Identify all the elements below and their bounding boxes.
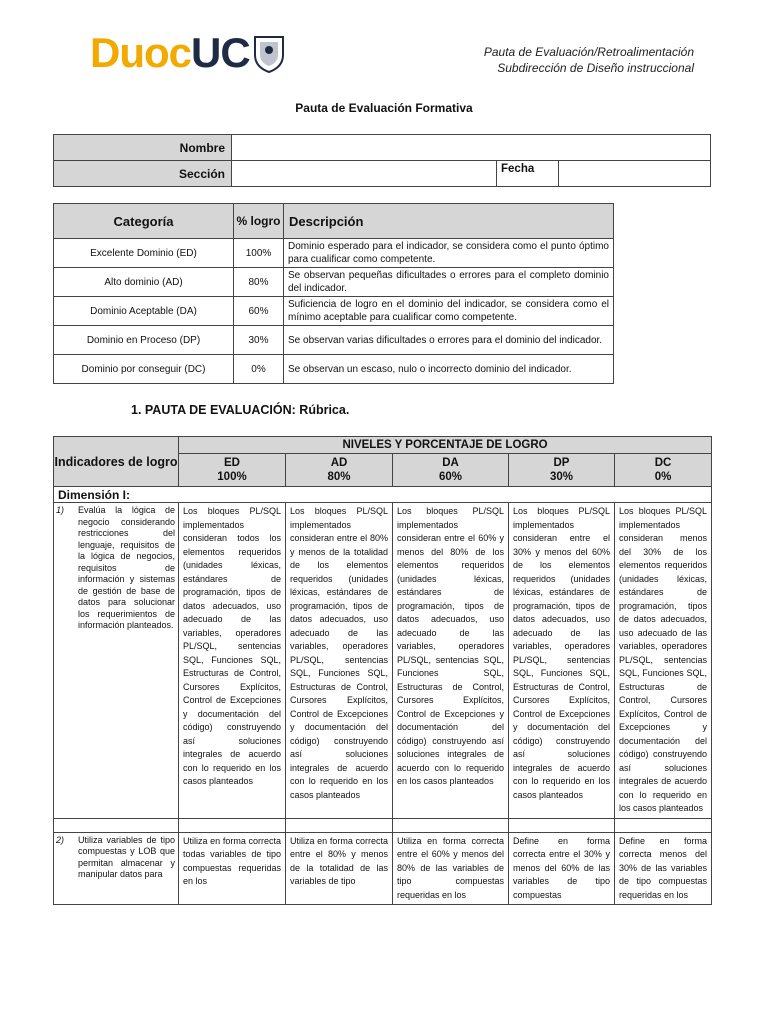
document-header [484, 44, 694, 76]
category-pct: 0% [234, 355, 284, 384]
document-title: Pauta de Evaluación Formativa [295, 101, 473, 115]
duoc-uc-logo [90, 30, 286, 76]
category-name: Excelente Dominio (ED) [54, 239, 234, 268]
level-header-dp [509, 454, 615, 487]
category-table [53, 203, 614, 384]
indicator-cell [54, 832, 179, 905]
category-row [54, 326, 614, 355]
level-code: DC [654, 457, 672, 469]
category-desc: Se observan un escaso, nulo o incorrecto dominio del indicador. [284, 355, 614, 384]
header-line-1: Pauta de Evaluación/Retroalimentación [483, 45, 694, 59]
level-code: DP [553, 457, 570, 469]
nombre-label: Nombre [54, 135, 232, 161]
seccion-field[interactable] [232, 161, 497, 187]
category-name: Dominio en Proceso (DP) [54, 326, 234, 355]
category-desc: Suficiencia de logro en el dominio del indicador, se considera como el mínimo aceptable para cualificar como competente. [284, 297, 614, 326]
section-heading: 1. PAUTA DE EVALUACIÓN: Rúbrica. [131, 403, 350, 417]
logo-uc-text: UC [191, 29, 250, 76]
level-cell-ad: Utiliza en forma correcta entre el 80% y menos de la totalidad de las variables de tipo [286, 832, 393, 905]
level-header-da [393, 454, 509, 487]
niveles-header: NIVELES Y PORCENTAJE DE LOGRO [179, 437, 712, 454]
category-pct: 100% [234, 239, 284, 268]
level-header-ed [179, 454, 286, 487]
level-cell-dc: Los bloques PL/SQL implementados consideran menos del 30% de los elementos requeridos (unidades léxicas, estándares de programación, tipos de datos adecuados, uso adecuado de las variables, operadores PL/SQL, sentencias SQL, Funciones SQL, Estructuras de Control, Cursores Explícitos, Control de Excepciones y documentación del código) construyendo así soluciones integrales de acuerdo con lo requerido en los casos planteados [615, 503, 712, 819]
level-cell-ed: Utiliza en forma correcta todas variables de tipo compuestas requeridas en los [179, 832, 286, 905]
level-pct: 30% [549, 471, 574, 483]
category-name: Dominio Aceptable (DA) [54, 297, 234, 326]
indicator-cell [54, 503, 179, 819]
level-code: DA [442, 457, 459, 469]
level-pct: 0% [654, 471, 672, 483]
category-name: Alto dominio (AD) [54, 268, 234, 297]
category-pct: 80% [234, 268, 284, 297]
level-cell-ed: Los bloques PL/SQL implementados consideran todos los elementos requeridos (unidades léxicas, estándares de programación, tipos de datos adecuados, uso adecuado de las variables, operadores PL/SQL, sentencias SQL, Funciones SQL, Estructuras de Control, Cursores Explícitos, Control de Excepciones y documentación del código) construyendo así soluciones integrales de acuerdo con lo requerido en los casos planteados [179, 503, 286, 819]
fecha-field[interactable] [559, 161, 711, 187]
level-pct: 60% [438, 471, 463, 483]
indicator-number: 2) [56, 834, 65, 845]
category-row [54, 239, 614, 268]
rubric-row [54, 503, 712, 819]
level-cell-dp: Los bloques PL/SQL implementados consideran entre el 30% y menos del 60% de los elementos requeridos (unidades léxicas, estándares de programación, tipos de datos adecuados, uso adecuado de las variables, operadores PL/SQL, sentencias SQL, Funciones SQL, Estructuras de Control, Cursores Explícitos, Control de Excepciones y documentación del código) construyendo así soluciones integrales de acuerdo con lo requerido en los casos planteados [509, 503, 615, 819]
level-cell-da: Utiliza en forma correcta entre el 60% y menos del 80% de las variables de tipo compuestas requeridas en los [393, 832, 509, 905]
level-header-ad [286, 454, 393, 487]
spacer-cell [509, 818, 615, 832]
level-pct: 80% [327, 471, 351, 483]
spacer-cell [179, 818, 286, 832]
dimension-label: Dimensión I: [54, 487, 712, 503]
header-line-2: Subdirección de Diseño instruccional [497, 61, 694, 75]
category-row [54, 297, 614, 326]
level-header-dc [615, 454, 712, 487]
categoria-header: Categoría [54, 204, 234, 239]
seccion-label: Sección [54, 161, 232, 187]
rubric-table [53, 436, 712, 905]
spacer-cell [393, 818, 509, 832]
indicator-number: 1) [56, 505, 65, 515]
spacer-cell [54, 818, 179, 832]
pct-header: % logro [234, 204, 284, 239]
level-cell-dp: Define en forma correcta entre el 30% y menos del 60% de las variables de tipo compuestas [509, 832, 615, 905]
student-info-table [53, 134, 711, 187]
category-desc: Se observan pequeñas dificultades o errores para el completo dominio del indicador. [284, 268, 614, 297]
indicator-text: Utiliza variables de tipo compuestas y LOB que permitan almacenar y manipular datos para [78, 834, 175, 879]
seal-icon [252, 33, 286, 73]
level-code: ED [224, 457, 240, 469]
descripcion-header: Descripción [284, 204, 614, 239]
indicadores-header: Indicadores de logro [54, 437, 179, 487]
category-desc: Se observan varias dificultades o errores para el dominio del indicador. [284, 326, 614, 355]
rubric-row [54, 832, 712, 905]
indicator-text: Evalúa la lógica de negocio considerando restricciones del lenguaje, requisitos de la lógica de negocios, requisitos de información y sistemas de gestión de base de datos para solucionar los requerimientos de información planteados. [78, 505, 175, 630]
category-name: Dominio por conseguir (DC) [54, 355, 234, 384]
fecha-label: Fecha [497, 161, 559, 187]
category-pct: 30% [234, 326, 284, 355]
rubric-spacer-row [54, 818, 712, 832]
category-pct: 60% [234, 297, 284, 326]
category-desc: Dominio esperado para el indicador, se considera como el punto óptimo para cualificar como competente. [284, 239, 614, 268]
spacer-cell [286, 818, 393, 832]
nombre-field[interactable] [232, 135, 711, 161]
level-cell-da: Los bloques PL/SQL implementados consideran entre el 60% y menos del 80% de los elementos requeridos (unidades léxicas, estándares de programación, tipos de datos adecuados, uso adecuado de las variables, operadores PL/SQL, sentencias SQL, Funciones SQL, Estructuras de Control, Cursores Explícitos, Control de Excepciones y documentación del código) construyendo así soluciones integrales de acuerdo con lo requerido en los casos planteados [393, 503, 509, 819]
level-pct: 100% [217, 471, 247, 483]
logo-duoc-text: Duoc [90, 29, 191, 76]
category-row [54, 355, 614, 384]
category-row [54, 268, 614, 297]
level-cell-ad: Los bloques PL/SQL implementados consideran entre el 80% y menos de la totalidad de los elementos requeridos (unidades léxicas, estándares de programación, tipos de datos adecuados, uso adecuado de las variables, operadores PL/SQL, sentencias SQL, Funciones SQL, Estructuras de Control, Cursores Explícitos, Control de Excepciones y documentación del código) construyendo así soluciones integrales de acuerdo con lo requerido en los casos planteados [286, 503, 393, 819]
level-cell-dc: Define en forma correcta menos del 30% de las variables de tipo compuestas requeridas en los [615, 832, 712, 905]
level-code: AD [330, 457, 348, 469]
spacer-cell [615, 818, 712, 832]
